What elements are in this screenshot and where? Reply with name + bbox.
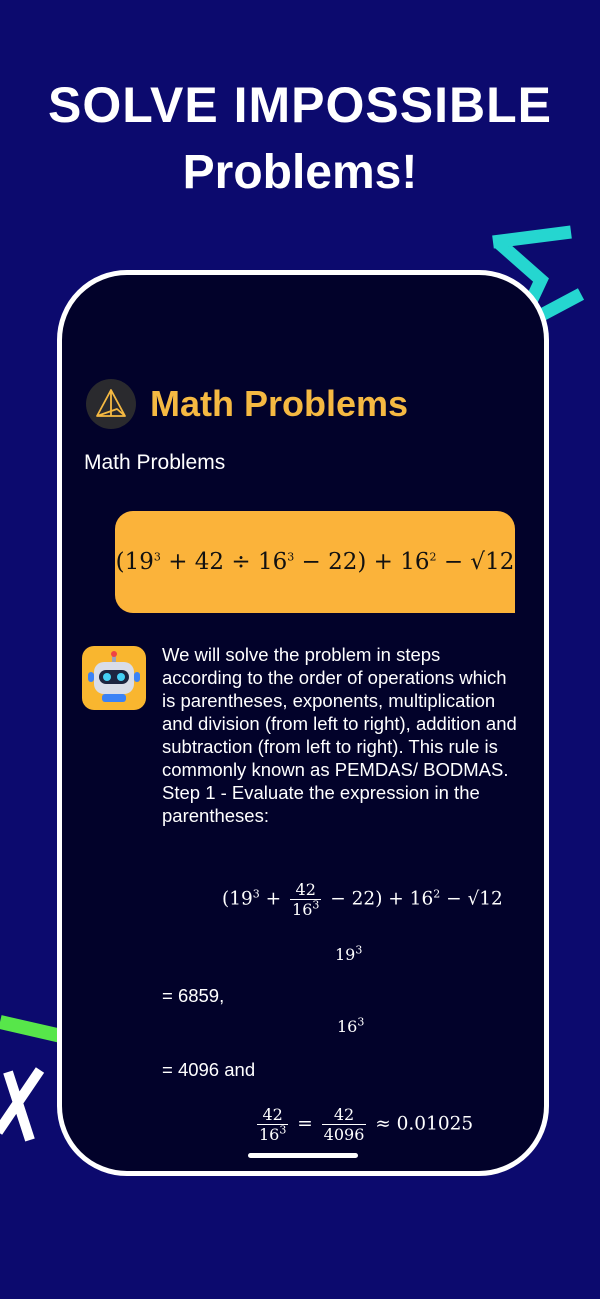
fraction: $\frac{42}{16^3}$ [292, 880, 320, 919]
pyramid-icon [86, 379, 136, 429]
equation-expanded: ($19^3$ + $\frac{42}{16^3}$ − $22) + 16^2 - √12$ [222, 880, 503, 919]
page-subtitle: Math Problems [84, 451, 226, 474]
headline-line2: Problems! [182, 146, 418, 199]
app-header [86, 379, 408, 429]
fraction: $\frac{42}{4096}$ [323, 1105, 365, 1144]
user-expression: $(19^3 + 42 \div 16^3 - 22) + 16^2 - √12$ [115, 549, 515, 575]
headline-line1: SOLVE IMPOSSIBLE [47, 77, 553, 133]
equation-division: $\frac{42}{16^3}$ = $\frac{42}{4096}$ ≈ 0.01025 [259, 1105, 474, 1144]
term-16-cubed: $16^3$ [337, 1015, 365, 1036]
robot-icon [82, 646, 146, 710]
app-title: Math Problems [150, 383, 409, 424]
phone-frame [57, 270, 549, 1176]
term-19-cubed: $19^3$ [335, 943, 363, 964]
result-6859: = 6859, [162, 985, 225, 1006]
user-message-bubble[interactable] [115, 511, 515, 613]
result-4096: = 4096 and [162, 1059, 256, 1080]
bot-explanation: We will solve the problem in steps according to the order of operations which is parentheses, exponents, multiplication and division (from left to right), addition and subtraction (from left to right). This rule is commonly known as PEMDAS/ BODMAS. Step 1 - Evaluate the expression in the parentheses: [162, 644, 517, 826]
fraction: $\frac{42}{16^3}$ [259, 1105, 287, 1144]
home-indicator[interactable] [248, 1153, 358, 1158]
